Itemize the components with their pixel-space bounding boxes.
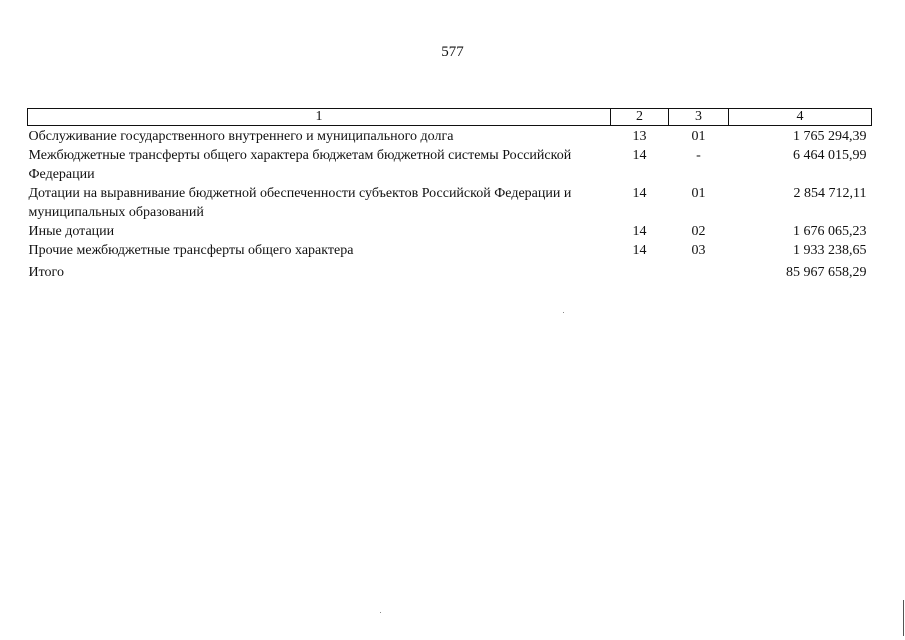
row-name: Иные дотации (28, 224, 115, 239)
table-body (28, 126, 872, 283)
scan-speck (563, 312, 564, 313)
total-empty-subsection (669, 260, 729, 282)
row-subsection: 03 (691, 243, 706, 258)
header-col-1: 1 (28, 109, 611, 126)
table-row (28, 146, 872, 184)
total-empty-section (611, 260, 669, 282)
row-subsection: 01 (691, 129, 706, 144)
table-header (28, 109, 872, 126)
row-section: 14 (632, 224, 647, 239)
scan-edge-mark (903, 600, 904, 636)
row-section: 14 (632, 148, 647, 163)
row-amount: 2 854 712,11 (793, 186, 867, 201)
row-amount: 6 464 015,99 (793, 148, 867, 163)
table-row (28, 241, 872, 260)
scan-speck (380, 612, 381, 613)
row-amount: 1 933 238,65 (793, 243, 867, 258)
row-amount: 1 765 294,39 (793, 129, 867, 144)
row-name: Обслуживание государственного внутреннего и муниципального долга (28, 129, 454, 144)
total-row (28, 260, 872, 282)
total-label: Итого (28, 265, 64, 280)
budget-table (27, 108, 872, 282)
row-section: 14 (632, 243, 647, 258)
header-col-2: 2 (611, 109, 669, 126)
header-col-4: 4 (729, 109, 872, 126)
row-name: Межбюджетные трансферты общего характера бюджетам бюджетной системы Российской Федерации (28, 148, 572, 182)
row-section: 14 (632, 186, 647, 201)
row-amount: 1 676 065,23 (793, 224, 867, 239)
row-section: 13 (632, 129, 647, 144)
row-name: Прочие межбюджетные трансферты общего характера (28, 243, 354, 258)
total-amount: 85 967 658,29 (786, 265, 867, 280)
header-col-3: 3 (669, 109, 729, 126)
table-row (28, 184, 872, 222)
row-subsection: 02 (691, 224, 706, 239)
table-row (28, 222, 872, 241)
row-name: Дотации на выравнивание бюджетной обеспеченности субъектов Российской Федерации и муниципальных образований (28, 186, 572, 220)
row-subsection: - (696, 148, 701, 163)
page-number: 577 (441, 44, 464, 60)
header-row (28, 109, 872, 126)
row-subsection: 01 (691, 186, 706, 201)
table-row (28, 126, 872, 147)
